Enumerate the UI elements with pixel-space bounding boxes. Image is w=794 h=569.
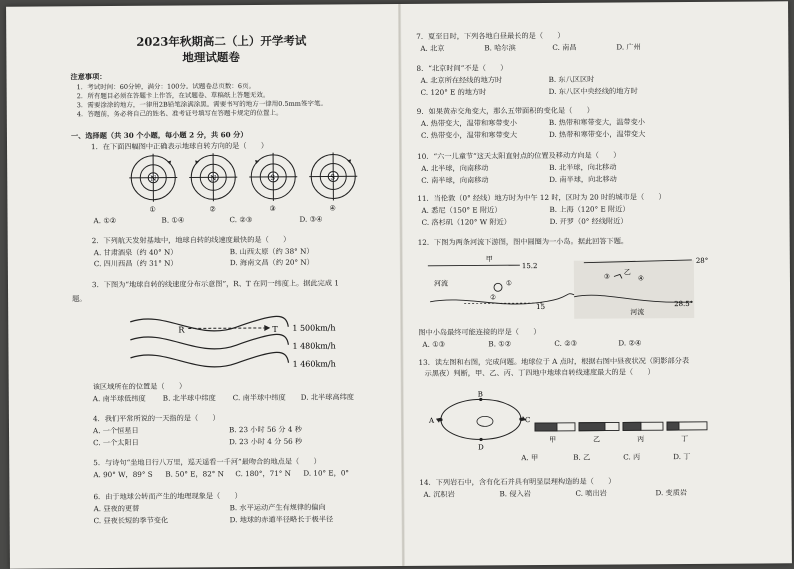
q3-option-c: C. 南半球中纬度 (233, 393, 286, 402)
q3-option-d: D. 北半球高纬度 (301, 392, 354, 401)
q5-option-a: A. 90° W，89° S (93, 470, 152, 479)
q2-stem: 2．下列航天发射基地中，地球自转的线速度最快的是（ ） (92, 235, 291, 245)
map-point-2: ② (490, 293, 496, 301)
q8-stem: 8．“北京时间”不是（ ） (416, 63, 507, 73)
q14-option-c: C. 喷出岩 (575, 489, 606, 498)
notice-heading: 注意事项： (71, 72, 107, 81)
q13-orbit-diagram (425, 386, 725, 452)
q11-option-b: B. 上海（120° E 附近） (549, 204, 629, 214)
q9-option-a: A. 热带变大，温带和寒带变小 (421, 118, 517, 128)
exam-paper (6, 1, 792, 568)
q8-option-c: C. 120° E 的地方时 (421, 87, 487, 96)
q3-velocity-diagram (126, 310, 366, 376)
orbit-point-a: A (428, 417, 435, 425)
q13-stem-cont: 示黑夜）判断，甲、乙、丙、丁四地中地球自转线速度最大的是（ ） (425, 367, 655, 378)
q12-sub-question: 图中小岛最终可能连接的岸是（ ） (418, 327, 540, 337)
q10-stem: 10．“六一儿童节”这天太阳直射点的位置及移动方向是（ ） (417, 150, 620, 160)
q2-option-b: B. 山西太原（约 38° N） (230, 247, 314, 257)
exam-subtitle: 地理试题卷 (182, 51, 240, 64)
q10-option-c: C. 南半球，向南移动 (421, 175, 488, 184)
map-label-jia: 甲 (486, 255, 493, 263)
orbit-point-b: B (478, 390, 483, 398)
q1-option-a: A. ①② (94, 216, 117, 225)
orbit-point-c: C (525, 416, 530, 424)
q1-option-c: C. ②③ (230, 215, 253, 224)
q1-option-d: D. ③④ (300, 215, 323, 224)
q4-stem: 4．我们平常所说的一天指的是（ ） (93, 413, 220, 423)
q3-stem-cont: 题。 (72, 294, 86, 303)
orbit-point-d: D (478, 443, 484, 451)
q4-option-a: A. 一个恒星日 (93, 426, 139, 435)
isoline-1460: 1 460km/h (293, 359, 336, 368)
q4-option-b: B. 23 小时 56 分 4 秒 (229, 425, 302, 435)
q6-stem: 6．由于地球公转而产生的地理现象是（ ） (93, 491, 241, 501)
bar-label-ding: 丁 (681, 435, 688, 443)
q11-option-c: C. 洛杉矶（120° W 附近） (422, 217, 511, 227)
q5-option-d: D. 10° E，0° (303, 468, 349, 477)
q11-option-a: A. 悉尼（150° E 附近） (421, 205, 501, 215)
point-t: T (272, 325, 278, 334)
map-point-3: ③ (604, 273, 610, 281)
q12-river-map (424, 250, 724, 324)
globe-4-num: ④ (329, 204, 335, 212)
q1-globe-diagrams (119, 148, 369, 214)
q1-stem: 1．在下面四幅图中正确表示地球自转方向的是（ ） (91, 141, 268, 151)
q5-option-b: B. 50° E，82° N (165, 469, 224, 478)
globe-4-pole: S (330, 173, 335, 181)
q12-option-c: C. ②③ (554, 339, 577, 348)
bar-label-bing: 丙 (637, 435, 644, 443)
map-contour-15: 15 (536, 303, 545, 311)
point-r: R (178, 325, 185, 334)
q8-option-b: B. 东八区区时 (549, 75, 595, 84)
globe-3-num: ③ (269, 205, 275, 213)
q10-option-d: D. 南半球，向北移动 (549, 174, 617, 183)
q3-stem: 3．下图为“地球自转的线速度分布示意图”，R、T 在同一纬度上。据此完成 1 (92, 278, 339, 289)
q6-option-d: D. 地球的赤道半径略长于极半径 (230, 514, 334, 524)
map-label-river-right: 河流 (630, 307, 644, 316)
q8-option-a: A. 北京所在经线的地方时 (421, 75, 503, 85)
q12-option-d: D. ②④ (618, 338, 641, 347)
globe-1-pole: N (150, 175, 156, 183)
q3-option-a: A. 南半球低纬度 (93, 394, 146, 403)
q7-stem: 7．夏至日时，下列各地白昼最长的是（ ） (416, 31, 564, 41)
q12-stem: 12．下图为两条河流下游图，图中圆圈为一小岛。据此回答下题。 (418, 236, 628, 246)
map-label-river-left: 河流 (434, 279, 448, 288)
notice-4: 4．答题前，务必将自己的姓名、准考证号填写在答题卡规定的位置上。 (77, 109, 283, 119)
q13-option-b: B. 乙 (573, 453, 590, 462)
q2-option-c: C. 四川西昌（约 31° N） (94, 259, 178, 269)
q13-option-d: D. 丁 (673, 452, 690, 461)
notice-1: 1．考试时间：60分钟，满分：100分。试题卷总页数：6页。 (77, 82, 256, 92)
q1-option-b: B. ①④ (162, 215, 185, 224)
left-column (6, 4, 398, 7)
q12-option-b: B. ①② (488, 339, 511, 348)
q7-option-c: C. 南昌 (552, 43, 576, 52)
exam-title: 2023年秋期高二（上）开学考试 (136, 35, 306, 49)
q7-option-b: B. 哈尔滨 (484, 43, 515, 52)
q6-option-a: A. 昼夜的更替 (94, 504, 140, 513)
q2-option-a: A. 甘肃酒泉（约 40° N） (94, 248, 178, 258)
map-lat-28: 28° (696, 257, 708, 265)
q14-option-b: B. 侵入岩 (499, 489, 530, 498)
q7-option-d: D. 广州 (616, 42, 641, 51)
q9-option-b: B. 热带和寒带变大，温带变小 (549, 117, 645, 127)
q6-option-c: C. 昼夜长短的季节变化 (94, 516, 169, 526)
q14-stem: 14．下列岩石中，含有化石并具有明显层理构造的是（ ） (419, 476, 615, 486)
q4-option-d: D. 23 小时 4 分 56 秒 (229, 437, 302, 447)
section-heading: 一、选择题（共 30 个小题，每小题 2 分，共 60 分） (71, 130, 248, 140)
q14-option-a: A. 沉积岩 (423, 490, 454, 499)
q12-option-a: A. ①③ (422, 340, 445, 349)
q11-stem: 11．当伦敦（0° 经线）地方时为中午 12 时，区时为 20 时的城市是（ ） (417, 192, 665, 203)
q14-option-d: D. 变质岩 (655, 488, 687, 497)
q3-sub-question: 该区域所在的位置是（ ） (93, 381, 187, 391)
globe-3-pole: S (270, 174, 275, 182)
q6-option-b: B. 水平运动产生有规律的偏向 (230, 503, 326, 513)
q2-option-d: D. 海南文昌（约 20° N） (230, 258, 314, 268)
q3-option-b: B. 北半球中纬度 (163, 393, 216, 402)
q5-option-c: C. 180°，71° N (235, 469, 291, 478)
q10-option-a: A. 北半球，向南移动 (421, 163, 488, 172)
notice-3: 3．需要涂涂的地方，一律用2B铅笔涂满涂黑。需要书写的地方一律用0.5mm签字笔。 (77, 99, 327, 110)
q13-stem: 13．读左图和右图，完成问题。地球位于 A 点时，根据右图中昼夜状况（阴影部分表 (419, 356, 690, 367)
map-label-yi: 乙 (624, 268, 631, 276)
map-point-4: ④ (638, 274, 644, 282)
q13-option-a: A. 甲 (521, 453, 538, 462)
q4-option-c: C. 一个太阳日 (93, 438, 139, 447)
right-column (402, 1, 788, 4)
isoline-1500: 1 500km/h (292, 323, 335, 332)
bar-label-jia: 甲 (549, 436, 556, 444)
q9-option-d: D. 热带和寒带变小，温带变大 (549, 129, 645, 139)
map-contour-15-2: 15.2 (522, 262, 538, 270)
globe-1-num: ① (149, 206, 155, 214)
q13-option-c: C. 丙 (623, 452, 640, 461)
globe-2-pole: N (210, 174, 216, 182)
globe-2-num: ② (209, 205, 215, 213)
isoline-1480: 1 480km/h (292, 341, 335, 350)
notice-2: 2．所有题目必须在答题卡上作答，在试题卷、草稿纸上答题无效。 (77, 91, 270, 101)
map-lat-28-5: 28.5° (674, 300, 693, 308)
q11-option-d: D. 开罗（0° 经线附近） (550, 216, 628, 226)
center-fold (398, 4, 405, 566)
map-point-1: ① (506, 279, 512, 287)
q5-stem: 5．与诗句“坐地日行八万里，巡天遥看一千河”最吻合的地点是（ ） (93, 457, 321, 468)
q7-option-a: A. 北京 (420, 44, 444, 53)
q9-stem: 9．如果黄赤交角变大，那么五带面积的变化是（ ） (417, 106, 594, 116)
q8-option-d: D. 东八区中央经线的地方时 (549, 86, 638, 96)
q9-option-c: C. 热带变小，温带和寒带变大 (421, 130, 517, 140)
bar-label-yi: 乙 (593, 436, 600, 444)
q10-option-b: B. 北半球，向北移动 (549, 162, 616, 171)
